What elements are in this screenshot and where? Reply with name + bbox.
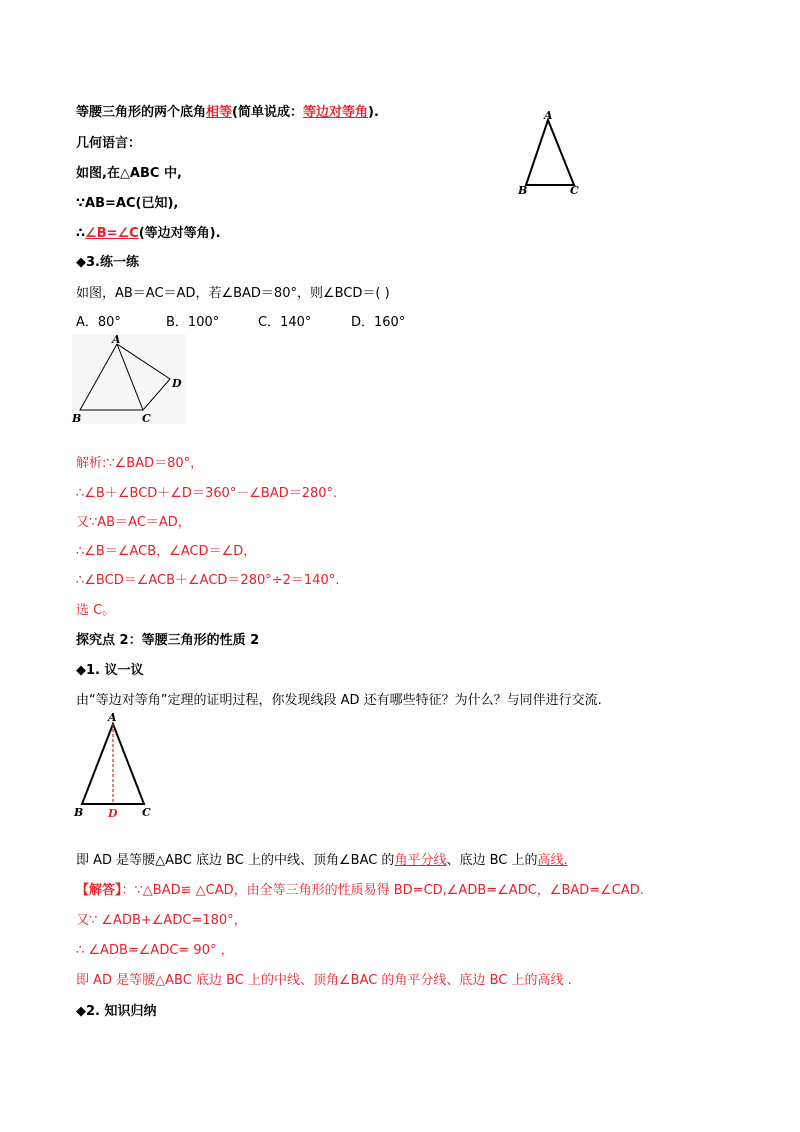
therefore-suffix: (等边对等角). — [138, 226, 221, 241]
solution-line-4: ∴∠B＝∠ACB，∠ACD＝∠D， — [76, 544, 257, 559]
fig2-label-d: D — [172, 377, 182, 390]
therefore-prefix: ∴ — [76, 226, 86, 241]
option-b: B．100° — [166, 315, 220, 330]
figure-triangle-abc — [510, 110, 590, 200]
figure-quadrilateral-abcd — [70, 332, 190, 427]
discuss-text: 由“等边对等角”定理的证明过程，你发现线段 AD 还有哪些特征？为什么？与同伴进行交流. — [76, 693, 602, 708]
answer-line-1 — [76, 879, 644, 898]
property-end: ). — [368, 105, 379, 120]
conclusion-prefix: 即 AD 是等腰△ABC 底边 BC 上的中线、顶角∠BAC 的 — [76, 853, 395, 868]
conclusion-blank-bisector: 角平分线 — [394, 853, 447, 868]
fig1-label-b: B — [518, 184, 528, 197]
fig3-label-a: A — [108, 711, 117, 724]
conclusion-end: . — [563, 853, 568, 868]
fig2-label-a: A — [112, 333, 121, 346]
explore2-heading: 探究点 2：等腰三角形的性质 2 — [76, 633, 260, 648]
answer-label: 【解答】 — [76, 883, 122, 898]
geometry-language-label: 几何语言： — [76, 136, 142, 151]
solution-line-1: 解析:∵∠BAD＝80°， — [76, 456, 204, 471]
property-blank-rule: 等边对等角 — [302, 105, 368, 120]
fig3-label-b: B — [74, 806, 84, 819]
property-statement — [76, 101, 379, 120]
option-a: A．80° — [76, 315, 121, 330]
discuss-heading: ◆1. 议一议 — [76, 663, 144, 678]
answer-line-3: ∴ ∠ADB=∠ADC= 90° ， — [76, 943, 234, 958]
therefore-line — [76, 222, 221, 241]
option-c: C．140° — [258, 315, 312, 330]
fig3-label-d: D — [108, 807, 118, 820]
answer-line-2: 又∵ ∠ADB+∠ADC=180°， — [76, 913, 247, 928]
because-line: ∵AB=AC(已知), — [76, 196, 179, 211]
solution-line-2: ∴∠B＋∠BCD＋∠D＝360°－∠BAD＝280°. — [76, 486, 338, 501]
conclusion-blank-altitude: 高线 — [537, 853, 564, 868]
summary-heading: ◆2. 知识归纳 — [76, 1004, 157, 1019]
answer-line-4: 即 AD 是等腰△ABC 底边 BC 上的中线、顶角∠BAC 的角平分线、底边 BC 上的高线 . — [76, 973, 572, 988]
figure-triangle-with-median — [70, 706, 160, 822]
fig3-label-c: C — [142, 806, 151, 819]
conclusion-line — [76, 849, 568, 868]
solution-line-3: 又∵AB＝AC＝AD， — [76, 515, 191, 530]
property-intro: 等腰三角形的两个底角 — [76, 105, 207, 120]
answer-line-1-text: ：∵△BAD≌ △CAD，由全等三角形的性质易得 BD=CD,∠ADB=∠ADC，∠BAD=∠CAD. — [121, 883, 644, 898]
conclusion-mid: 、底边 BC 上的 — [446, 853, 538, 868]
option-d: D．160° — [351, 315, 406, 330]
given-figure-line: 如图,在△ABC 中, — [76, 166, 182, 181]
fig2-label-c: C — [142, 412, 151, 425]
practice-question: 如图，AB＝AC＝AD，若∠BAD＝80°，则∠BCD＝( ) — [76, 286, 390, 301]
fig2-label-b: B — [72, 412, 82, 425]
fig1-label-c: C — [570, 184, 579, 197]
solution-line-5: ∴∠BCD＝∠ACB＋∠ACD＝280°÷2＝140°. — [76, 573, 340, 588]
property-blank-equal: 相等 — [206, 105, 233, 120]
solution-line-6: 选 C。 — [76, 603, 116, 618]
practice-heading: ◆3.练一练 — [76, 255, 139, 270]
therefore-blank: ∠B=∠C — [85, 226, 139, 241]
fig1-label-a: A — [544, 110, 553, 122]
property-mid: (简单说成： — [232, 105, 303, 120]
